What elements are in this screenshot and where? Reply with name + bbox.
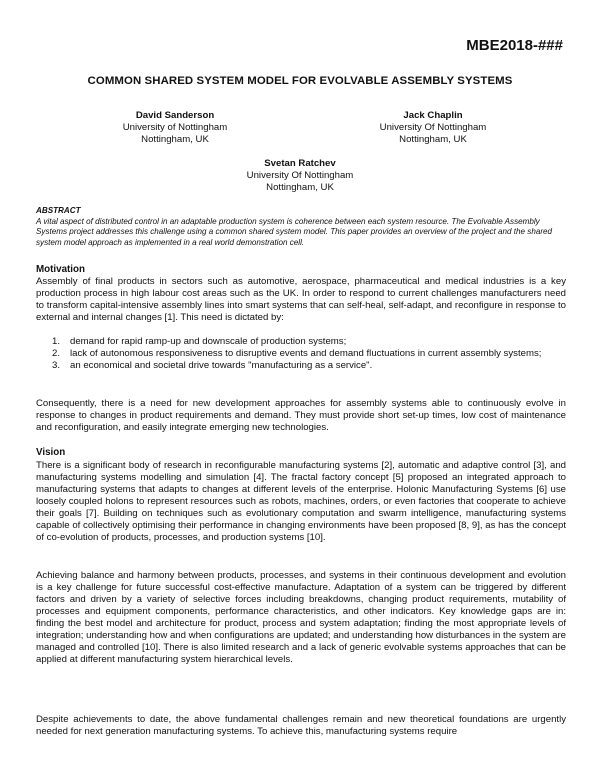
vision-paragraph-2: Achieving balance and harmony between products, processes, and systems in their continuous development and evolution is a key challenge for future successful cost-effective manufacture. Adaptation of a system can be triggered by different factors and driven by a variety of selective forces including breakdowns, changing product requirements, mutability of processes and equipment components, performance characteristics, and other indicators. Key knowledge gaps are in: finding the best model and architecture for product, process and system adaptation; finding the most appropriate levels of integration; understanding how and when configurations are updated; and understanding how disturbances in the system are managed and controlled [10]. There is also limited research and a lack of generic evolvable systems approaches that can be applied at different manufacturing system hierarchical levels. — [36, 570, 566, 665]
list-text: an economical and societal drive towards "manufacturing as a service". — [70, 360, 373, 371]
author-location: Nottingham, UK — [266, 182, 334, 193]
author-block — [353, 110, 513, 146]
author-block — [220, 158, 380, 194]
paper-id: MBE2018-### — [466, 37, 563, 54]
author-affiliation: University of Nottingham — [122, 122, 228, 133]
list-item — [36, 336, 566, 348]
list-text: demand for rapid ramp-up and downscale of production systems; — [70, 336, 347, 347]
list-number: 2. — [52, 348, 61, 359]
list-item — [36, 360, 566, 372]
motivation-list — [36, 336, 566, 372]
abstract — [36, 206, 566, 248]
author-location: Nottingham, UK — [399, 134, 467, 145]
author-affiliation: University Of Nottingham — [246, 170, 354, 181]
author-block — [95, 110, 255, 146]
list-item — [36, 348, 566, 360]
vision-paragraph-3: Despite achievements to date, the above fundamental challenges remain and new theoretical foundations are urgently needed for next generation manufacturing systems. To achieve this, manufacturing systems require — [36, 714, 566, 737]
author-name: Jack Chaplin — [403, 110, 463, 121]
section-heading-motivation: Motivation — [36, 264, 85, 275]
author-name: David Sanderson — [135, 110, 215, 121]
author-location: Nottingham, UK — [141, 134, 209, 145]
abstract-heading: ABSTRACT — [36, 206, 81, 215]
list-number: 3. — [52, 360, 61, 371]
vision-paragraph-1: There is a significant body of research in reconfigurable manufacturing systems [2], automatic and adaptive control [3], and manufacturing systems modelling and simulation [4]. The fractal factory concept [5] proposed an integrated approach to manufacturing systems that adapts to changes at different levels of the enterprise. Holonic Manufacturing Systems [6] use loosely coupled holons to represent resources such as robots, machines, orders, or even factories that cooperate to achieve their goals [7]. Building on techniques such as evolutionary computation and swarm intelligence, manufacturing systems capable of collectively optimising their performance in changing environments have been proposed [8, 9], as has the concept of co-evolution of products, processes, and production systems [10]. — [36, 460, 566, 543]
abstract-text: A vital aspect of distributed control in an adaptable production system is coherence between each system resource. The Evolvable Assembly Systems project addresses this challenge using a common shared system model. This paper provides an overview of the project and the shared system model approach as implemented in a real world demonstration cell. — [36, 216, 553, 247]
motivation-paragraph-1: Assembly of final products in sectors such as automotive, aerospace, pharmaceutical and medical industries is a key production process in high labour cost areas such as the UK. In order to respond to current challenges manufacturers need to transform capital-intensive assembly lines into smart systems that can self-heal, self-adapt, and reconfigure in response to external and internal changes [1]. This need is dictated by: — [36, 276, 566, 323]
author-affiliation: University Of Nottingham — [379, 122, 487, 133]
list-number: 1. — [52, 336, 61, 347]
section-heading-vision: Vision — [36, 447, 66, 458]
author-name: Svetan Ratchev — [264, 158, 336, 169]
paper-title: COMMON SHARED SYSTEM MODEL FOR EVOLVABLE ASSEMBLY SYSTEMS — [87, 75, 513, 87]
motivation-paragraph-2: Consequently, there is a need for new development approaches for assembly systems able to continuously evolve in response to changes in product requirements and demand. They must provide short set-up times, low cost of maintenance and reconfiguration, and easily integrate emerging new technologies. — [36, 398, 566, 433]
list-text: lack of autonomous responsiveness to disruptive events and demand fluctuations in current assembly systems; — [70, 348, 542, 359]
